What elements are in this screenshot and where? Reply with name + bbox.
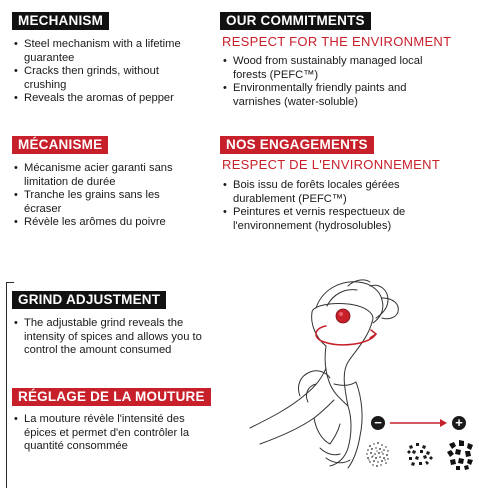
grind-list-en [14,317,204,358]
list-item: • Bois issu de forêts locales gérées durablement (PEFC™) [223,179,433,206]
mechanism-list-fr [14,162,194,230]
commitments-list-fr [223,179,433,233]
section-frame-left [6,282,7,488]
list-item: • Tranche les grains sans les écraser [14,189,194,216]
list-item: • Peintures et vernis respectueux de l'environnement (hydrosolubles) [223,206,433,233]
mechanism-list-en [14,38,184,106]
list-item: • The adjustable grind reveals the intensity of spices and allows you to control the amount consumed [14,317,204,358]
section-frame-top [6,282,14,283]
mechanism-title-fr: MÉCANISME [12,136,108,154]
minus-icon [371,416,385,430]
list-item: • Steel mechanism with a lifetime guarantee [14,38,184,65]
grind-title-en: GRIND ADJUSTMENT [12,291,166,309]
list-item: • Wood from sustainably managed local forests (PEFC™) [223,55,453,82]
fine-grind-icon [362,438,394,470]
list-item: • Reveals the aromas of pepper [14,92,184,106]
commitments-title-en: OUR COMMITMENTS [220,12,371,30]
grind-title-fr: RÉGLAGE DE LA MOUTURE [12,388,211,406]
list-item: • La mouture révèle l'intensité des épices et permet d'en contrôler la quantité consommée [14,413,209,454]
coarse-grind-icon [443,436,479,472]
mechanism-title-en: MECHANISM [12,12,109,30]
plus-icon [452,416,466,430]
commitments-title-fr: NOS ENGAGEMENTS [220,136,374,154]
list-item: • Environmentally friendly paints and varnishes (water-soluble) [223,82,453,109]
hand-grinder-illustration [230,268,479,488]
commitments-subtitle-en: RESPECT FOR THE ENVIRONMENT [222,34,452,49]
minus-label: − [374,415,382,430]
medium-grind-icon [402,438,436,470]
list-item: • Révèle les arômes du poivre [14,216,194,230]
plus-label: + [455,415,463,430]
list-item: • Mécanisme acier garanti sans limitation de durée [14,162,194,189]
grind-list-fr [14,413,209,454]
commitments-subtitle-fr: RESPECT DE L'ENVIRONNEMENT [222,157,441,172]
arrow-right-icon [388,417,450,429]
list-item: • Cracks then grinds, without crushing [14,65,184,92]
commitments-list-en [223,55,453,109]
